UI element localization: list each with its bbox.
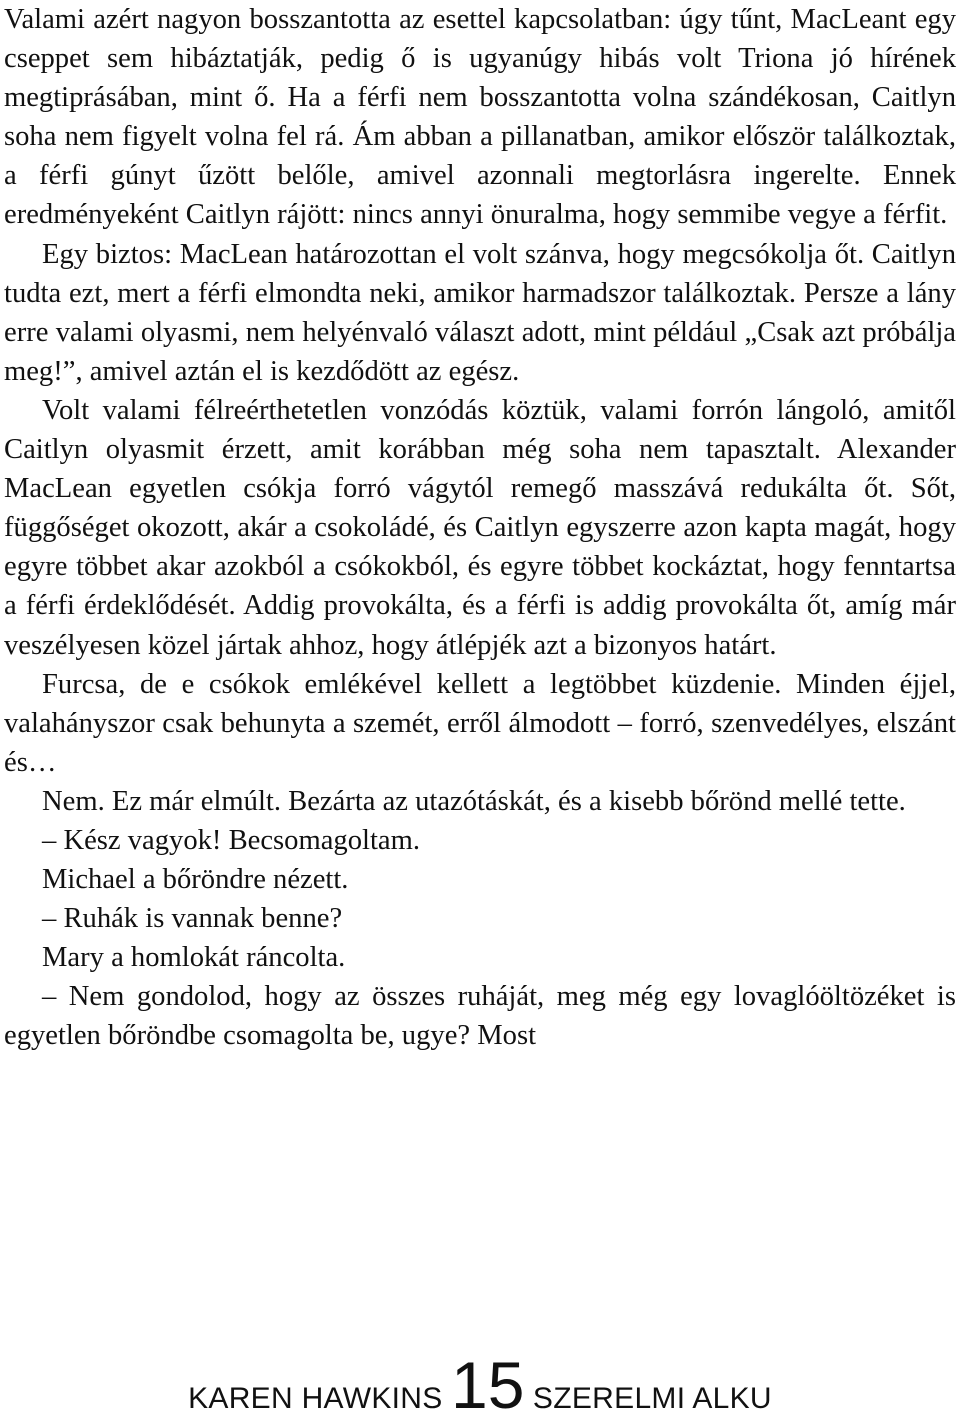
page-footer xyxy=(0,1348,960,1422)
body-text xyxy=(4,0,956,1056)
paragraph: Volt valami félreérthetetlen vonzódás köztük, valami forrón lángoló, amitől Caitlyn olyasmit érzett, amit korábban még soha nem tapasztalt. Alexander MacLean egyetlen csókja forró vágytól remegő masszává redukálta őt. Sőt, függőséget okozott, akár a csokoládé, és Caitlyn egyszerre azon kapta magát, hogy egyre többet akar azokból a csókokból, és egyre többet kockáztat, hogy fenntartsa a férfi érdeklődését. Addig provokálta, és a férfi is addig provokálta őt, amíg már veszélyesen közel jártak ahhoz, hogy átlépjék azt a bizonyos határt. xyxy=(4,394,956,661)
footer-book-title: SZERELMI ALKU xyxy=(532,1382,772,1415)
paragraph: Michael a bőröndre nézett. xyxy=(42,864,349,896)
dialogue-line: – Nem gondolod, hogy az összes ruháját, meg még egy lovaglóöltözéket is egyetlen bőröndbe csomagolta be, ugye? Most xyxy=(4,981,956,1052)
paragraph: Egy biztos: MacLean határozottan el volt szánva, hogy megcsókolja őt. Caitlyn tudta ezt, mert a férfi elmondta neki, amikor harmadszor találkoztak. Persze a lány erre valami olyasmi, nem helyénvaló választ adott, mint például „Csak azt próbálja meg!”, amivel aztán el is kezdődött az egész. xyxy=(4,238,956,387)
paragraph: Furcsa, de e csókok emlékével kellett a legtöbbet küzdenie. Minden éjjel, valahányszor csak behunyta a szemét, erről álmodott – forró, szenvedélyes, elszánt és… xyxy=(4,668,956,778)
page-number: 15 xyxy=(451,1348,525,1422)
paragraph: Nem. Ez már elmúlt. Bezárta az utazótáskát, és a kisebb bőrönd mellé tette. xyxy=(42,785,906,817)
dialogue-line: – Ruhák is vannak benne? xyxy=(42,903,343,935)
dialogue-line: – Kész vagyok! Becsomagoltam. xyxy=(42,824,420,856)
paragraph: Mary a homlokát ráncolta. xyxy=(42,942,346,974)
paragraph: Valami azért nagyon bosszantotta az esettel kapcsolatban: úgy tűnt, MacLeant egy cseppet sem hibáztatják, pedig ő is ugyanúgy hibás volt Triona jó hírének megtiprásában, mint ő. Ha a férfi nem bosszantotta volna szándékosan, Caitlyn soha nem figyelt volna fel rá. Ám abban a pillanatban, amikor először találkoztak, a férfi gúnyt űzött belőle, amivel azonnali megtorlásra ingerelte. Ennek eredményeként Caitlyn rájött: nincs annyi önuralma, hogy semmibe vegye a férfit. xyxy=(4,4,956,231)
footer-author: KAREN HAWKINS xyxy=(188,1382,443,1415)
